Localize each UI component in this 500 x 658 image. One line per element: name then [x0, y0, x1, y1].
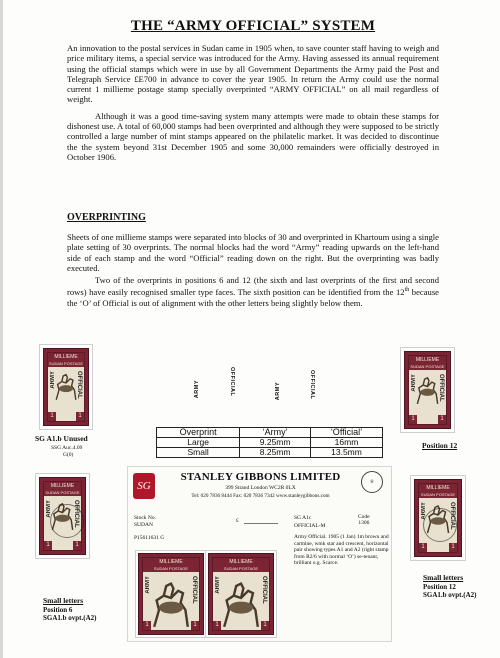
stamp-value-left: 1 — [213, 621, 221, 630]
overprint-army: ARMY — [411, 374, 417, 392]
royal-crest-icon: ♕ — [361, 471, 383, 493]
stamp-millieme-label: MILLIEME — [409, 356, 446, 364]
intro-text — [67, 43, 439, 162]
intro-paragraph-1: An innovation to the postal services in Sudan came in 1905 when, to save counter staff having to weigh and price military items, a special service was introduced for the Army. Having assessed its annual requirement using the official stamps which were in use by all Government Departments the Army paid the Post and Telegraph Service £E700 in advance to cover the year 1905. In return the Army could use the normal current 1 millieme postage stamp specially overprinted “ARMY OFFICIAL” on all mail regardless of weight. — [67, 43, 439, 105]
table-row — [157, 448, 383, 458]
cert-type: OFFICIAL-M — [294, 523, 326, 529]
overprint-army: ARMY — [421, 502, 427, 520]
stamp-value-right: 1 — [438, 415, 446, 424]
overprinting-p2-sup: th — [404, 287, 410, 294]
cert-contact: Tel: 020 7836 8444 Fax: 020 7836 7342 www.stanleygibbons.com — [191, 493, 330, 499]
stamp-top-left — [40, 345, 92, 429]
postmark — [423, 508, 457, 542]
cert-stock-value: SUDAN — [134, 522, 153, 528]
caption-bottom-right-l3: SGA1.b ovpt.(A2) — [423, 591, 477, 599]
overprint-official: OFFICIAL — [73, 500, 79, 528]
overprint-official: OFFICIAL — [76, 371, 82, 399]
caption-bottom-right-title: Small letters — [423, 573, 464, 582]
stamp-sudan-postage: SUDAN POSTAGE — [420, 492, 456, 497]
caption-bottom-right-l2: Position 12 — [423, 583, 456, 591]
overprint-army: ARMY — [46, 500, 52, 518]
caption-top-left-sub2: G(0) — [63, 452, 74, 458]
stamp-value-right: 1 — [261, 621, 269, 630]
page-title: THE “ARMY OFFICIAL” SYSTEM — [130, 18, 376, 34]
cert-ref: P15611631 G — [134, 535, 165, 541]
cert-address: 399 Strand London WC2R 0LX — [225, 485, 296, 491]
stamp-value-right: 1 — [73, 541, 81, 550]
stamp-top-right — [401, 348, 454, 432]
overprinting-p2-a: Two of the overprints in positions 6 and 12 (the sixth and last overprints of the first and second rows) have easily recognised smaller type faces. The sixth position can be identified from the 12 — [67, 275, 439, 298]
overprint-army: ARMY — [50, 371, 56, 389]
stamp-sudan-postage: SUDAN POSTAGE — [143, 566, 199, 572]
table-cell: 9.25mm — [240, 438, 311, 448]
camel-rider-icon — [217, 574, 265, 634]
caption-top-left-sub1: SSG Auc.4.09 — [51, 445, 83, 451]
stamp-value-left: 1 — [143, 621, 151, 630]
certificate — [127, 466, 392, 642]
stamp-bottom-left — [36, 474, 89, 558]
table-header: ‘Official’ — [310, 428, 382, 438]
stamp-millieme-label: MILLIEME — [143, 558, 199, 566]
caption-bottom-left-l2: Position 6 — [43, 606, 73, 614]
overprint-label-army-small: ARMY — [275, 382, 281, 401]
stamp-value-left: 1 — [44, 541, 52, 550]
cert-sg-ref: SG A1c — [294, 515, 312, 521]
overprint-table — [156, 427, 383, 458]
cert-code-value: 1306 — [358, 520, 370, 526]
stamp-millieme-label: MILLIEME — [44, 482, 81, 490]
cert-description: Army Official. 1905 (1 Jan) 1m brown and carmine, wmk star and crescent, horizontal pair showing types A1 and A2 (right stamp from R2/6 with normal ‘O’) se-tenant, brilliant o.g. Scarce. — [294, 534, 389, 567]
cert-price-symbol: £ — [236, 518, 239, 524]
overprinting-heading: OVERPRINTING — [67, 212, 146, 223]
stamp-value-right: 1 — [449, 543, 457, 552]
cert-code-label: Code — [358, 514, 370, 520]
cert-stamp-right — [206, 551, 276, 637]
stamp-millieme-label: MILLIEME — [419, 484, 457, 492]
caption-top-right: Position 12 — [422, 441, 458, 450]
cert-company: STANLEY GIBBONS LIMITED — [180, 471, 341, 483]
overprint-label-official-small: OFFICIAL — [309, 370, 315, 400]
stamp-sudan-postage: SUDAN POSTAGE — [213, 566, 269, 572]
table-header-row — [157, 428, 383, 438]
stamp-millieme-label: MILLIEME — [48, 353, 84, 361]
stamp-sudan-postage: SUDAN POSTAGE — [45, 490, 80, 495]
sg-logo-icon: SG — [133, 473, 155, 499]
cert-stamp-left — [136, 551, 206, 637]
cert-price-redacted — [244, 519, 278, 524]
stamp-value-left: 1 — [48, 412, 56, 421]
stamp-value-right: 1 — [191, 621, 199, 630]
stamp-sudan-postage: SUDAN POSTAGE — [410, 364, 445, 369]
overprinting-text — [67, 232, 439, 308]
overprinting-paragraph-1: Sheets of one millieme stamps were separated into blocks of 30 and overprinted in Khartoum using a single plate setting of 30 overprints. The normal blocks had the word “Army” reading upwards on the left-hand side of each stamp and the word “Official” reading down on the right. But the overprinting was badly executed. — [67, 232, 439, 273]
overprint-official: OFFICIAL — [261, 576, 267, 604]
stamp-millieme-label: MILLIEME — [213, 558, 269, 566]
table-header: Overprint — [157, 428, 240, 438]
caption-bottom-left-title: Small letters — [43, 596, 84, 605]
table-cell: 13.5mm — [310, 448, 382, 458]
cert-stock-label: Stock No. — [134, 515, 156, 521]
overprint-label-official-large: OFFICIAL — [229, 367, 235, 397]
postmark — [50, 504, 84, 538]
caption-top-left-title: SG A1.b Unused — [35, 434, 88, 443]
table-cell: 16mm — [310, 438, 382, 448]
overprinting-paragraph-2 — [67, 275, 439, 308]
stamp-value-right: 1 — [76, 412, 84, 421]
overprint-official: OFFICIAL — [191, 576, 197, 604]
table-cell: Small — [157, 448, 240, 458]
table-row — [157, 438, 383, 448]
overprint-army: ARMY — [215, 576, 221, 594]
stamp-bottom-right — [411, 476, 465, 560]
stamp-value-left: 1 — [409, 415, 417, 424]
caption-bottom-left-l3: SGA1.b ovpt.(A2) — [43, 614, 97, 622]
overprinting-p2-b: because the ‘O’ of Official is out of alignment with the other letters being slightly below them. — [67, 287, 439, 308]
stamp-sudan-postage: SUDAN POSTAGE — [48, 361, 84, 366]
table-cell: 8.25mm — [240, 448, 311, 458]
cert-code — [358, 514, 370, 526]
camel-rider-icon — [147, 574, 195, 634]
stamp-value-left: 1 — [419, 543, 427, 552]
table-header: ‘Army’ — [240, 428, 311, 438]
table-cell: Large — [157, 438, 240, 448]
overprint-label-army-large: ARMY — [194, 380, 200, 399]
overprint-army: ARMY — [145, 576, 151, 594]
intro-paragraph-2: Although it was a good time-saving system many attempts were made to obtain these stamps for dishonest use. A total of 60,000 stamps had been overprinted and although they were supposed to be strictly controlled a large number of mint stamps appeared on the philatelic market. It was decided to discontinue the the system beyond 31st December 1905 and some 30,000 remainders were officially destroyed in October 1906. — [67, 110, 439, 162]
overprint-official: OFFICIAL — [449, 502, 455, 530]
overprint-official: OFFICIAL — [438, 374, 444, 402]
